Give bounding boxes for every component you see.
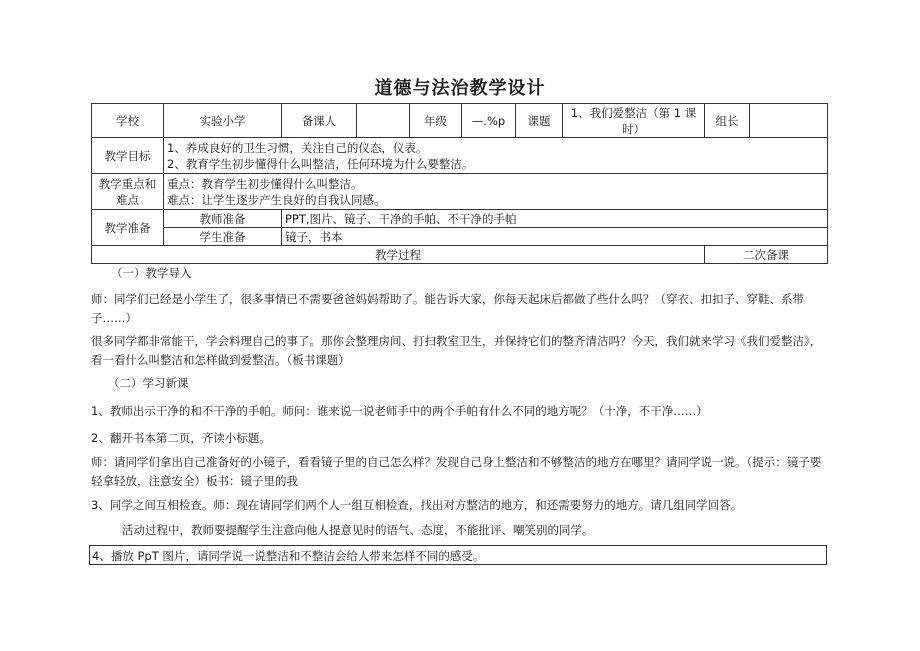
paragraph-2: 很多同学都非常能干，学会料理自己的事了。那你会整理房间、打扫教室卫生，并保持它们的整齐清洁吗？今天，我们就来学习《我们爱整洁》，看一看什么叫整洁和怎样做到爱整洁。（板书课题） — [91, 334, 822, 367]
table-row — [92, 228, 828, 246]
teacher-prep-label: 教师准备 — [164, 210, 282, 228]
process-label: 教学过程 — [92, 246, 705, 264]
table-row — [92, 246, 828, 264]
lesson-info-table — [91, 103, 828, 264]
table-row — [92, 174, 828, 210]
school-label: 学校 — [92, 104, 164, 138]
goals-line-2: 2、教育学生初步懂得什么叫整洁，任何环境为什么要整洁。 — [167, 156, 474, 171]
secondary-prep-label: 二次备课 — [705, 246, 828, 264]
paragraph-3: 1、教师出示干净的和不干净的手帕。师问：谁来说一说老师手中的两个手帕有什么不同的地方呢？（十净，不干净……） — [91, 404, 708, 418]
paragraph-5: 师：请同学们拿出自己准备好的小镜子，看看镜子里的自己怎么样？发现自己身上整洁和不够整洁的地方在哪里？请同学说一说。（提示：镜子要轻拿轻放，注意安全）板书：镜子里的我 — [91, 455, 822, 488]
school-value: 实验小学 — [164, 104, 282, 138]
focus-content — [164, 174, 828, 210]
paragraph-4: 2、翻开书本第二页，齐读小标题。 — [91, 431, 271, 445]
focus-line-2: 难点：让学生逐步产生良好的自我认同感。 — [167, 192, 386, 207]
goals-content — [164, 138, 828, 174]
section-heading-intro: （一）教学导入 — [111, 266, 192, 280]
preparer-label: 备课人 — [282, 104, 357, 138]
student-prep-value: 镜子，书本 — [282, 228, 828, 246]
topic-value: 1、我们爱整洁（第 1 课时） — [563, 104, 705, 138]
paragraph-7: 活动过程中，教师要提醒学生注意向他人提意见时的语气、态度，不能批评、嘲笑别的同学。 — [122, 523, 594, 537]
paragraph-6: 3、同学之间互相检查。师：现在请同学们两个人一组互相检查，找出对方整洁的地方，和还需要努力的地方。请几组同学回答。 — [91, 498, 743, 512]
document-title: 道德与法治教学设计 — [374, 78, 546, 99]
table-row — [92, 210, 828, 228]
leader-value — [750, 104, 828, 138]
student-prep-label: 学生准备 — [164, 228, 282, 246]
teacher-prep-value: PPT,图片、镜子、干净的手帕、不干净的手帕 — [282, 210, 828, 228]
grade-label: 年级 — [410, 104, 462, 138]
table-row — [92, 138, 828, 174]
paragraph-8-boxed: 4、播放 PpT 图片，请同学说一说整洁和不整洁会给人带来怎样不同的感受。 — [89, 545, 827, 565]
topic-label: 课题 — [516, 104, 563, 138]
preparer-value — [357, 104, 410, 138]
prep-label: 教学准备 — [92, 210, 164, 246]
paragraph-1: 师：同学们已经是小学生了，很多事情已不需要爸爸妈妈帮助了。能告诉大家，你每天起床后都做了些什么吗？（穿衣、扣扣子、穿鞋、系带子……） — [91, 292, 804, 325]
goals-line-1: 1、养成良好的卫生习惯，关注自己的仪态，仪表。 — [167, 140, 428, 155]
section-heading-new: （二）学习新课 — [108, 376, 189, 390]
goals-label: 教学目标 — [92, 138, 164, 174]
grade-value: —.%p — [462, 104, 516, 138]
focus-label: 教学重点和难点 — [92, 174, 164, 210]
leader-label: 组长 — [705, 104, 750, 138]
table-row — [92, 104, 828, 138]
focus-line-1: 重点：教育学生初步懂得什么叫整洁。 — [167, 176, 363, 191]
